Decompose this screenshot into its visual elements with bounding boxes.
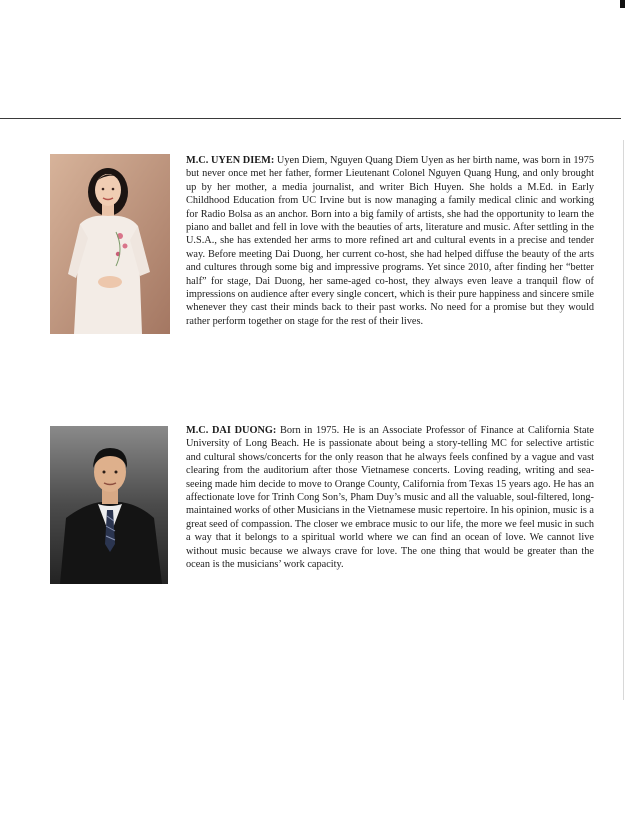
bio-body: Uyen Diem, Nguyen Quang Diem Uyen as her birth name, was born in 1975 but never once met her father, former Lieutenant Colonel Nguyen Quang Hung, and only brought up by her mother, a media journalist, and writer Bich Huyen. She holds a M.Ed. in Early Childhood Education from UC Irvine but is now managing a family medical clinic and working for Radio Bolsa as an anchor. Born into a big family of artists, she had the opportunity to learn the piano and ballet and fell in love with the beauties of arts, literature and music. After settling in the U.S.A., she has extended her arms to more refined art and cultural events in a precise and tender way. Before meeting Dai Duong, her current co-host, she had helped diffuse the beauty of the arts and cultures through some big and impressive programs. Yet since 2010, after finding her “better half” for stage, Dai Duong, her same-aged co-host, they always even leave a tranquil flow of impressions on audience after every single concert, which is their pure happiness and sincere smile whenever they cast their minds back to their past works. No need for a promise but they would rather perform together on stage for the rest of their lives.: [186, 155, 595, 327]
portrait-photo-dai-duong: [50, 426, 168, 584]
page-edge-shadow: [623, 140, 624, 700]
bio-name: M.C. DAI DUONG:: [186, 425, 277, 436]
corner-mark: [620, 0, 625, 8]
horizontal-rule: [0, 118, 621, 119]
portrait-photo-uyen-diem: [50, 154, 170, 334]
portrait-uyen-diem-illustration: [50, 154, 170, 334]
portrait-dai-duong-illustration: [50, 426, 168, 584]
bio-text: [186, 424, 594, 571]
bio-text: [186, 154, 594, 328]
bio-name: M.C. UYEN DIEM:: [186, 155, 275, 166]
bio-body: Born in 1975. He is an Associate Professor of Finance at California State University of Long Beach. He is passionate about being a story-telling MC for selective artistic and cultural shows/concerts for the only reason that he always feels confined by a vague and vast clearing from the auditorium after those Vietnamese concerts. Loving reading, writing and sea-seeing made him decide to move to Orange County, California from Texas 15 years ago. He has an affectionate love for Trinh Cong Son’s, Pham Duy’s music and all the valuable, soul-filtered, long-maintained works of other Musicians in the Vietnamese music repertoire. In his opinion, music is a great seed of compassion. The closer we embrace music to our life, the more we feel music in such a way that it belongs to a spiritual world where we can find an ocean of love. We cannot live without music because we always crave for love. The one thing that would be greater than the ocean is the musicians’ work capacity.: [186, 425, 594, 571]
